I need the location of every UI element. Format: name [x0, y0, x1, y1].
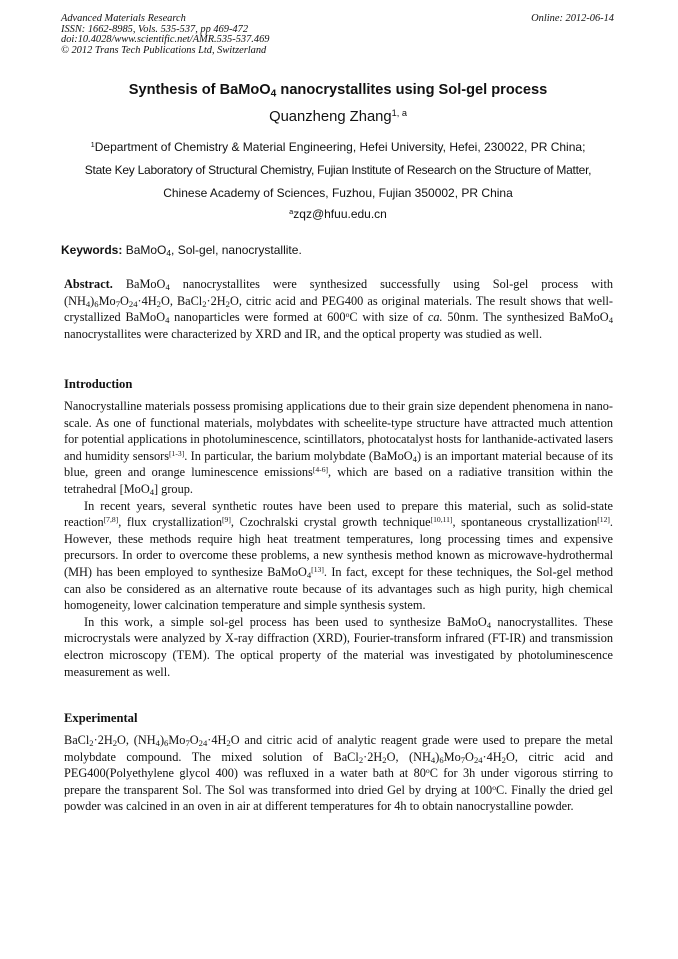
experimental-heading: Experimental: [64, 711, 138, 725]
abstract-paragraph: Abstract. BaMoO$_4$ nanocrystallites were synthesized successfully using Sol-gel process with $(NH_4)_6Mo_7O_{24}\cdot 4H_2O$, $BaCl_2\cdot 2H_2O$, citric acid and PEG400 as original materials. The result shows that well-crystallized BaMoO$_4$ nanoparticles were formed at 600$^o$C with size of ca. 50nm. The synthesized BaMoO$_4$ nanocrystallites were characterized by XRD and IR, and the optical property was studied as well.: [64, 277, 614, 341]
author-email: $^a$zqz@hfuu.edu.cn: [289, 206, 387, 221]
affiliation-line-2: State Key Laboratory of Structural Chemistry, Fujian Institute of Research on the Structure of Matter,: [84, 163, 592, 177]
introduction-heading: Introduction: [64, 377, 133, 391]
experimental-body: $BaCl_2\cdot 2H_2O$, $(NH_4)_6Mo_7O_{24}\cdot 4H_2O$ and citric acid of analytic reagent grade were used to prepare the metal molybdate compound. The mixed solution of $BaCl_2\cdot 2H_2O$, $(NH_4)_6Mo_7O_{24}\cdot 4H_2O$, citric acid and PEG400(Polyethylene glycol 400) was refluxed in a water bath at 80$^o$C for 3h under vigorous stirring to prepare the transparent Sol. The Sol was transformed into dried Gel by drying at 100$^o$C. Finally the dried gel powder was calcined in an oven in air at different temperatures for 4h to obtain nanocrystalline powder.: [64, 733, 613, 814]
copyright-line: © 2012 Trans Tech Publications Ltd, Switzerland: [61, 44, 267, 56]
affiliation-line-3: Chinese Academy of Sciences, Fuzhou, Fujian 350002, PR China: [163, 186, 513, 200]
intro-paragraph-3: In this work, a simple sol-gel process has been used to synthesize BaMoO$_4$ nanocrystallites. These microcrystals were analyzed by X-ray diffraction (XRD), Fourier-transform infrared (FT-IR) and transmission electron microscopy (TEM). The optical property of the material was investigated by photoluminescence measurement as well.: [64, 614, 613, 679]
author-line: Quanzheng Zhang$^{1, a}$: [269, 107, 407, 125]
paper-title: Synthesis of BaMoO$_4$ nanocrystallites using Sol-gel process: [128, 82, 548, 100]
issn-line: ISSN: 1662-8985, Vols. 535-537, pp 469-472: [61, 23, 249, 35]
journal-header: [61, 14, 614, 56]
intro-paragraph-2: In recent years, several synthetic routes have been used to prepare this material, such as solid-state reaction[7,8], flux crystallization[9], Czochralski crystal growth technique[10,11], spontaneous crystallization[12]. However, these methods require high heat treatment temperatures, long processing times and expensive precursors. In order to overcome these problems, a new synthesis method known as microwave-hydrothermal (MH) has been employed to synthesize BaMoO$_4$[13]. In fact, except for these techniques, the Sol-gel method can also be considered as an alternative route because of its advantages such as high purity, high chemical homogeneity, lower calcination temperature and simple synthesis system.: [64, 498, 613, 613]
online-date: Online: 2012-06-14: [531, 13, 614, 24]
keywords-line: Keywords: BaMoO$_4$, Sol-gel, nanocrystallite.: [61, 243, 302, 259]
journal-name: Advanced Materials Research: [61, 13, 186, 24]
introduction-body: [64, 398, 613, 680]
affiliation-line-1: $^1$Department of Chemistry & Material Engineering, Hefei University, Hefei, 230022, PR China;: [90, 139, 586, 154]
doi-line: doi:10.4028/www.scientific.net/AMR.535-537.469: [61, 34, 270, 46]
intro-paragraph-1: Nanocrystalline materials possess promising applications due to their grain size dependent phenomena in nano-scale. As one of functional materials, molybdates with scheelite-type structure have attracted much attention for potential applications in photoluminescence, scintillators, photocatalyst hosts for lanthanide-activated lasers and humidity sensors[1-3]. In particular, the barium molybdate (BaMoO$_4$) is an important material because of its blue, green and orange luminescence emissions[4-6], which are based on a radiative transition within the tetrahedral [MoO$_4$] group.: [64, 399, 613, 498]
